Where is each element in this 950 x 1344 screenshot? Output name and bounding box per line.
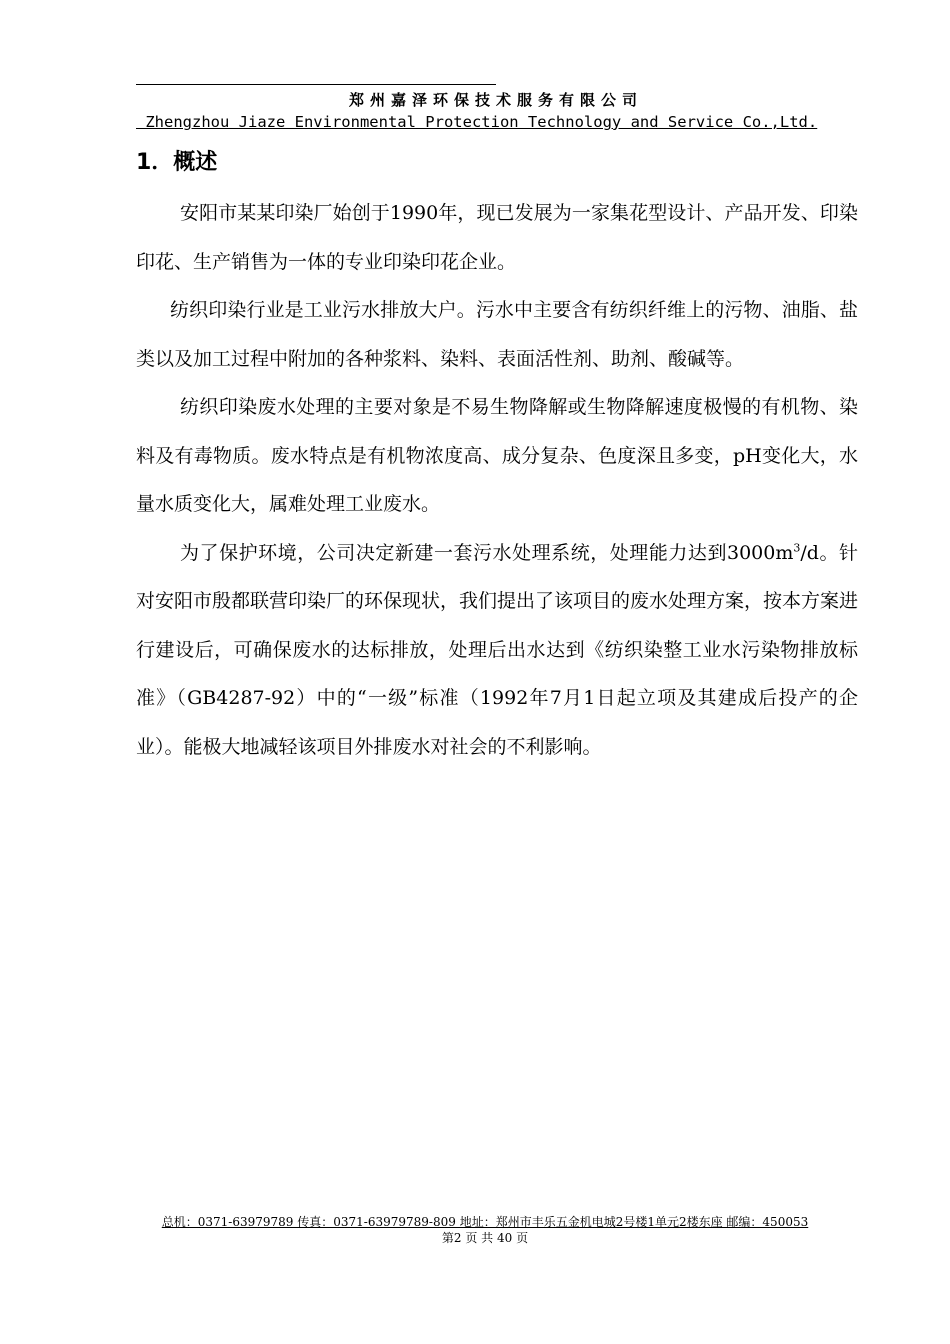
plan-text-start: 为了保护环境，公司决定新建一套污水处理系统，处理能力达到3000m	[180, 541, 794, 564]
paragraph-plan	[136, 529, 858, 772]
paragraph-wastewater: 纺织印染废水处理的主要对象是不易生物降解或生物降解速度极慢的有机物、染料及有毒物质。废水特点是有机物浓度高、成分复杂、色度深且多变，pH变化大，水量水质变化大，属难处理工业废水。	[136, 396, 858, 515]
section-heading: 1．概述	[136, 150, 218, 175]
page-footer	[120, 1215, 850, 1246]
plan-text-end: /d。针对安阳市殷都联营印染厂的环保现状，我们提出了该项目的废水处理方案，按本方案进行建设后，可确保废水的达标排放，处理后出水达到《纺织染整工业水污染物排放标准》（GB4287-92）中的“一级”标准（1992年7月1日起立项及其建成后投产的企业）。能极大地减轻该项目外排废水对社会的不利影响。	[136, 541, 859, 758]
header-rule	[136, 84, 496, 85]
page-number: 第2 页 共 40 页	[441, 1231, 529, 1245]
paragraph-industry: 纺织印染行业是工业污水排放大户。污水中主要含有纺织纤维上的污物、油脂、盐类以及加工过程中附加的各种浆料、染料、表面活性剂、助剂、酸碱等。	[136, 299, 858, 370]
company-name-cn: 郑州嘉泽环保技术服务有限公司	[348, 91, 643, 109]
company-name-en: Zhengzhou Jiaze Environmental Protection Technology and Service Co.,Ltd.	[136, 113, 818, 131]
body-text	[136, 189, 858, 771]
paragraph-intro: 安阳市某某印染厂始创于1990年，现已发展为一家集花型设计、产品开发、印染印花、生产销售为一体的专业印染印花企业。	[136, 202, 858, 273]
unit-superscript: 3	[793, 541, 801, 555]
footer-contact: 总机：0371-63979789 传真：0371-63979789-809 地址：郑州市丰乐五金机电城2号楼1单元2楼东座 邮编：450053	[161, 1215, 809, 1229]
